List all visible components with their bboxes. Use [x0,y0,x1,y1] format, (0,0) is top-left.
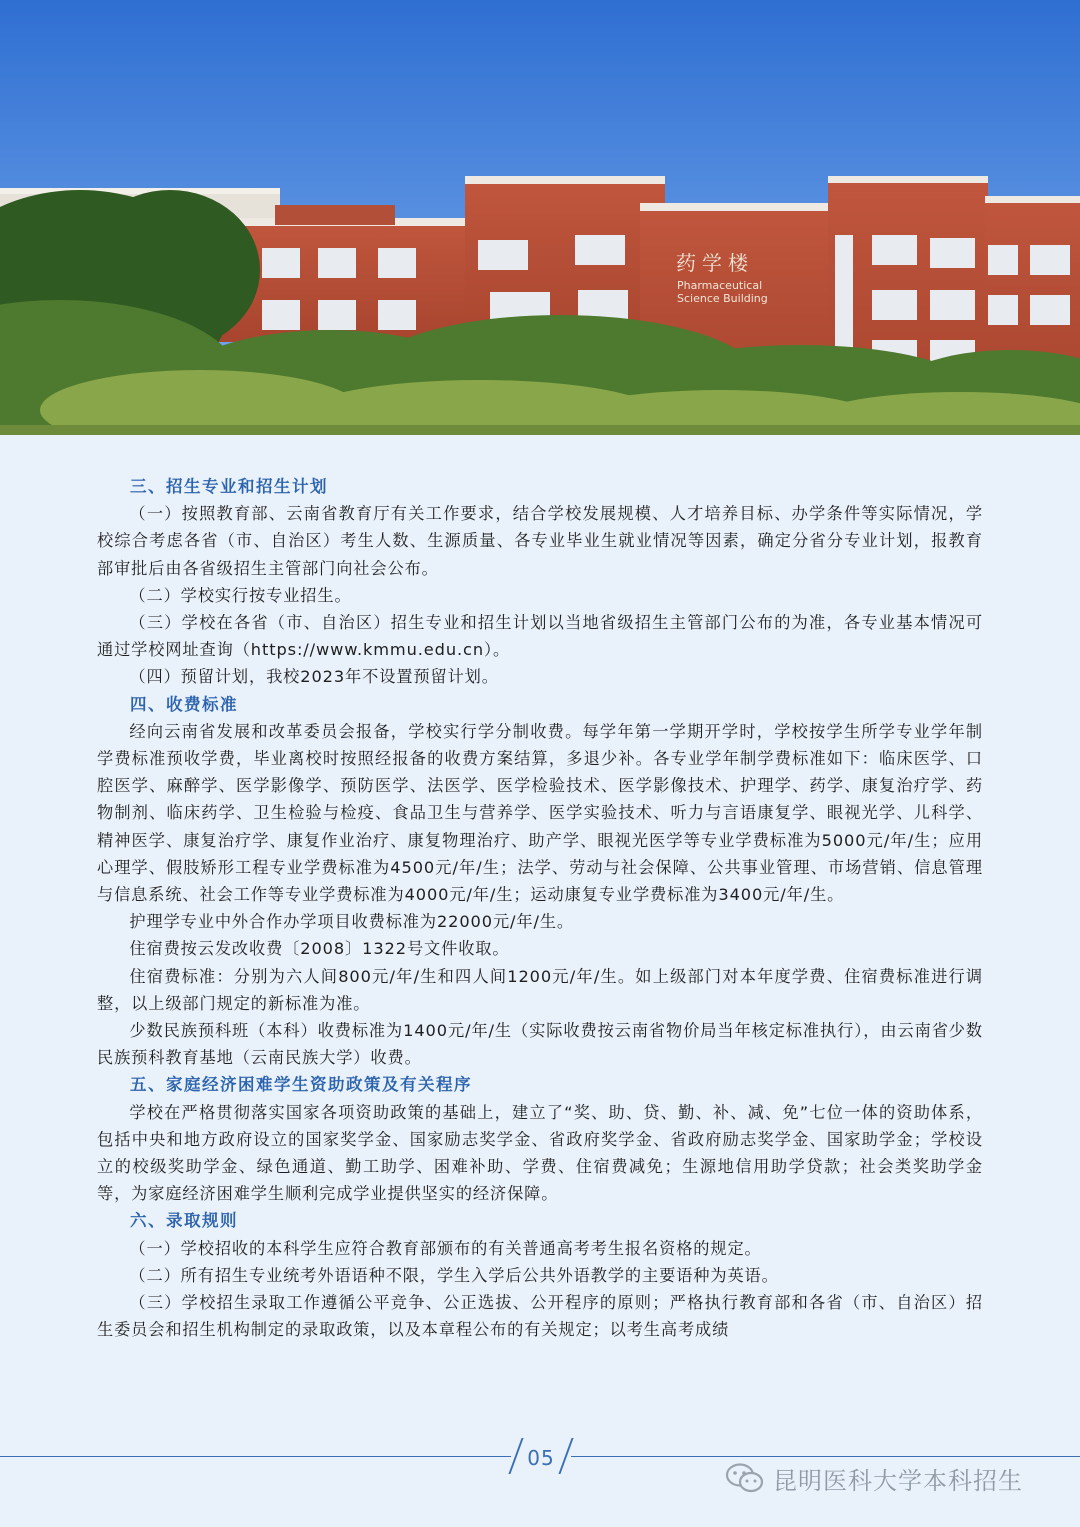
page-number [511,1438,571,1478]
section-3-para-1: （一）按照教育部、云南省教育厅有关工作要求，结合学校发展规模、人才培养目标、办学条件等实际情况，学校综合考虑各省（市、自治区）考生人数、生源质量、各专业毕业生就业情况等因素，确定分省分专业计划，报教育部审批后由各省级招生主管部门向社会公布。 [97,504,983,578]
page-number-left-slash [508,1438,523,1474]
section-6-para-3: （三）学校招生录取工作遵循公平竞争、公正选拔、公开程序的原则；严格执行教育部和各省（市、自治区）招生委员会和招生机构制定的录取政策，以及本章程公布的有关规定；以考生高考成绩 [97,1293,983,1340]
campus-photo-illustration [0,0,1080,435]
section-4-para-5: 少数民族预科班（本科）收费标准为1400元/年/生（实际收费按云南省物价局当年核定标准执行），由云南省少数民族预科教育基地（云南民族大学）收费。 [97,1021,983,1068]
section-3-title: 三、招生专业和招生计划 [130,477,328,496]
wechat-watermark [725,1458,1023,1498]
campus-photo [0,0,1080,435]
section-5-para-1: 学校在严格贯彻落实国家各项资助政策的基础上，建立了“奖、助、贷、勤、补、减、免”七位一体的资助体系，包括中央和地方政府设立的国家奖学金、国家励志奖学金、省政府奖学金、省政府励志奖学金、国家助学金；学校设立的校级奖助学金、绿色通道、勤工助学、困难补助、学费、住宿费减免；生源地信用助学贷款；社会类奖助学金等，为家庭经济困难学生顺利完成学业提供坚实的经济保障。 [97,1102,983,1204]
section-6-para-1: （一）学校招收的本科学生应符合教育部颁布的有关普通高考考生报名资格的规定。 [129,1238,762,1258]
section-3-para-3: （三）学校在各省（市、自治区）招生专业和招生计划以当地省级招生主管部门公布的为准，各专业基本情况可通过学校网址查询（https://www.kmmu.edu.cn）。 [97,613,983,660]
section-4-para-2: 护理学专业中外合作办学项目收费标准为22000元/年/生。 [129,912,575,932]
section-4-para-4: 住宿费标准：分别为六人间800元/年/生和四人间1200元/年/生。如上级部门对本年度学费、住宿费标准进行调整，以上级部门规定的新标准为准。 [97,966,983,1013]
section-3-para-4: （四）预留计划，我校2023年不设置预留计划。 [129,667,499,687]
section-5-title: 五、家庭经济困难学生资助政策及有关程序 [130,1075,472,1095]
section-4-title: 四、收费标准 [130,694,238,714]
section-6-title: 六、录取规则 [130,1211,238,1231]
building-sign-cn: 药学楼 [676,251,754,275]
section-6-para-2: （二）所有招生专业统考外语语种不限，学生入学后公共外语教学的主要语种为英语。 [129,1265,779,1285]
building-sign-en-1: Pharmaceutical [677,279,763,292]
section-3-para-2: （二）学校实行按专业招生。 [129,585,352,605]
page-number-text: 05 [527,1446,555,1470]
section-4-para-3: 住宿费按云发改收费〔2008〕1322号文件收取。 [129,939,510,959]
section-4-para-1: 经向云南省发展和改革委员会报备，学校实行学分制收费。每学年第一学期开学时，学校按学生所学专业学年制学费标准预收学费，毕业离校时按照经报备的收费方案结算，多退少补。各专业学年制学费标准如下：临床医学、口腔医学、麻醉学、医学影像学、预防医学、法医学、医学检验技术、医学影像技术、护理学、药学、康复治疗学、药物制剂、临床药学、卫生检验与检疫、食品卫生与营养学、医学实验技术、听力与言语康复学、眼视光学、儿科学、精神医学、康复治疗学、康复作业治疗、康复物理治疗、助产学、眼视光医学等专业学费标准为5000元/年/生；应用心理学、假肢矫形工程专业学费标准为4500元/年/生；法学、劳动与社会保障、公共事业管理、市场营销、信息管理与信息系统、社会工作等专业学费标准为4000元/年/生；运动康复专业学费标准为3400元/年/生。 [97,721,983,905]
wechat-account-name: 昆明医科大学本科招生 [773,1466,1023,1495]
wechat-icon [725,1462,765,1494]
admission-rules-content [97,473,983,1344]
building-sign-en-2: Science Building [677,292,768,305]
